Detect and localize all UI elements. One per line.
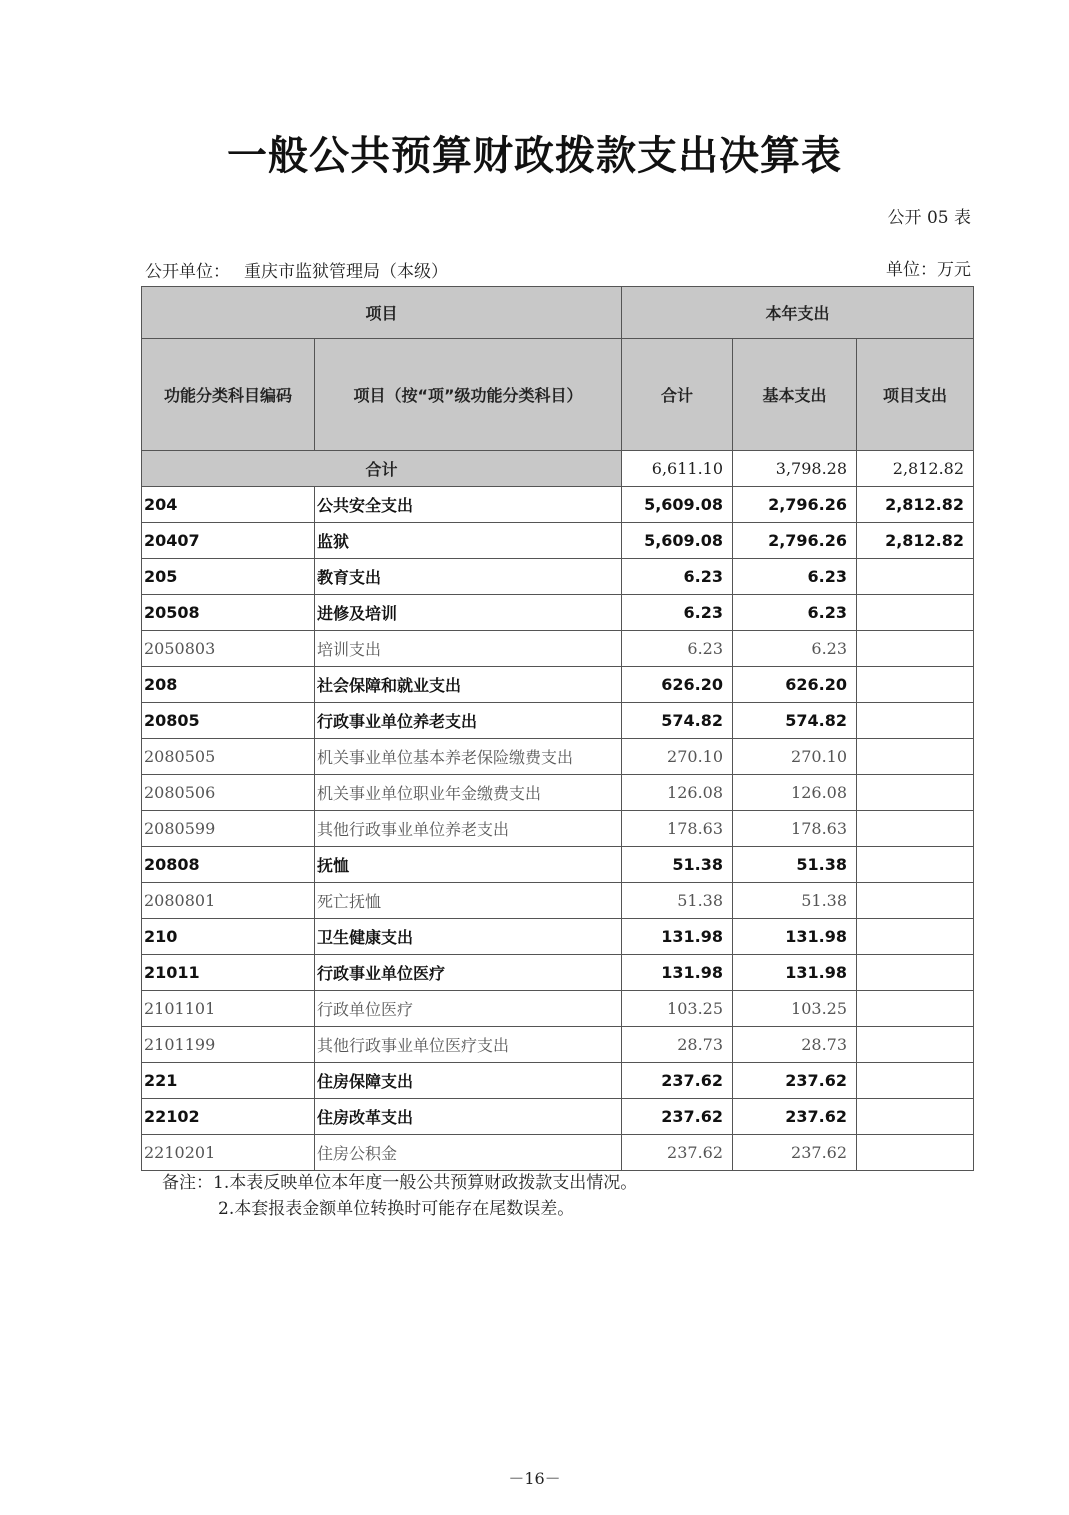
row-name: 住房保障支出 bbox=[315, 1063, 622, 1099]
row-name: 住房公积金 bbox=[315, 1135, 622, 1171]
row-name: 培训支出 bbox=[315, 631, 622, 667]
row-code: 2080505 bbox=[142, 739, 315, 775]
row-code: 208 bbox=[142, 667, 315, 703]
total-row bbox=[142, 451, 974, 487]
row-name: 社会保障和就业支出 bbox=[315, 667, 622, 703]
row-basic: 2,796.26 bbox=[733, 523, 857, 559]
row-project bbox=[857, 847, 974, 883]
row-basic: 237.62 bbox=[733, 1135, 857, 1171]
row-code: 210 bbox=[142, 919, 315, 955]
header-project-expenditure: 项目支出 bbox=[857, 339, 974, 451]
row-code: 20808 bbox=[142, 847, 315, 883]
row-project bbox=[857, 1063, 974, 1099]
row-name: 住房改革支出 bbox=[315, 1099, 622, 1135]
row-code: 2101199 bbox=[142, 1027, 315, 1063]
row-project bbox=[857, 559, 974, 595]
table-row bbox=[142, 523, 974, 559]
total-basic: 3,798.28 bbox=[733, 451, 857, 487]
header-item: 项目（按“项”级功能分类科目） bbox=[315, 339, 622, 451]
row-basic: 51.38 bbox=[733, 847, 857, 883]
row-code: 2210201 bbox=[142, 1135, 315, 1171]
row-total: 126.08 bbox=[622, 775, 733, 811]
reporting-unit bbox=[145, 257, 448, 282]
row-basic: 574.82 bbox=[733, 703, 857, 739]
header-total: 合计 bbox=[622, 339, 733, 451]
row-code: 221 bbox=[142, 1063, 315, 1099]
reporting-unit-label: 公开单位： bbox=[145, 262, 230, 282]
row-code: 20508 bbox=[142, 595, 315, 631]
row-basic: 126.08 bbox=[733, 775, 857, 811]
total-amount: 6,611.10 bbox=[622, 451, 733, 487]
row-project bbox=[857, 919, 974, 955]
header-row-2 bbox=[142, 339, 974, 451]
row-project bbox=[857, 703, 974, 739]
row-total: 51.38 bbox=[622, 883, 733, 919]
row-name: 监狱 bbox=[315, 523, 622, 559]
row-name: 卫生健康支出 bbox=[315, 919, 622, 955]
row-project: 2,812.82 bbox=[857, 523, 974, 559]
row-project bbox=[857, 1027, 974, 1063]
row-basic: 237.62 bbox=[733, 1099, 857, 1135]
row-code: 2101101 bbox=[142, 991, 315, 1027]
table-row bbox=[142, 847, 974, 883]
row-basic: 270.10 bbox=[733, 739, 857, 775]
row-total: 131.98 bbox=[622, 955, 733, 991]
row-total: 626.20 bbox=[622, 667, 733, 703]
row-total: 5,609.08 bbox=[622, 523, 733, 559]
row-total: 131.98 bbox=[622, 919, 733, 955]
row-total: 103.25 bbox=[622, 991, 733, 1027]
row-project bbox=[857, 1099, 974, 1135]
row-code: 2080506 bbox=[142, 775, 315, 811]
notes bbox=[162, 1170, 637, 1222]
total-label: 合计 bbox=[142, 451, 622, 487]
row-code: 21011 bbox=[142, 955, 315, 991]
table-row bbox=[142, 703, 974, 739]
total-project: 2,812.82 bbox=[857, 451, 974, 487]
row-project bbox=[857, 1135, 974, 1171]
table-row bbox=[142, 595, 974, 631]
header-current-year: 本年支出 bbox=[622, 287, 974, 339]
table-row bbox=[142, 955, 974, 991]
row-total: 237.62 bbox=[622, 1063, 733, 1099]
row-total: 237.62 bbox=[622, 1099, 733, 1135]
row-total: 237.62 bbox=[622, 1135, 733, 1171]
row-code: 20407 bbox=[142, 523, 315, 559]
row-project bbox=[857, 667, 974, 703]
row-basic: 51.38 bbox=[733, 883, 857, 919]
table-row bbox=[142, 559, 974, 595]
table-row bbox=[142, 883, 974, 919]
row-project bbox=[857, 775, 974, 811]
row-code: 2080599 bbox=[142, 811, 315, 847]
row-basic: 6.23 bbox=[733, 631, 857, 667]
row-code: 20805 bbox=[142, 703, 315, 739]
row-project bbox=[857, 739, 974, 775]
row-total: 270.10 bbox=[622, 739, 733, 775]
row-code: 204 bbox=[142, 487, 315, 523]
row-name: 行政事业单位养老支出 bbox=[315, 703, 622, 739]
row-name: 死亡抚恤 bbox=[315, 883, 622, 919]
row-project bbox=[857, 991, 974, 1027]
row-total: 6.23 bbox=[622, 559, 733, 595]
note-2: 2.本套报表金额单位转换时可能存在尾数误差。 bbox=[218, 1199, 575, 1219]
row-basic: 131.98 bbox=[733, 955, 857, 991]
row-basic: 131.98 bbox=[733, 919, 857, 955]
row-basic: 6.23 bbox=[733, 559, 857, 595]
row-basic: 626.20 bbox=[733, 667, 857, 703]
table-row bbox=[142, 1027, 974, 1063]
expenditure-table bbox=[141, 286, 974, 1171]
row-name: 教育支出 bbox=[315, 559, 622, 595]
row-name: 行政事业单位医疗 bbox=[315, 955, 622, 991]
page-number: －16－ bbox=[508, 1469, 561, 1488]
row-name: 机关事业单位职业年金缴费支出 bbox=[315, 775, 622, 811]
row-basic: 28.73 bbox=[733, 1027, 857, 1063]
table-row bbox=[142, 1099, 974, 1135]
row-total: 51.38 bbox=[622, 847, 733, 883]
form-number: 公开 05 表 bbox=[887, 208, 971, 228]
row-total: 574.82 bbox=[622, 703, 733, 739]
row-name: 行政单位医疗 bbox=[315, 991, 622, 1027]
table-row bbox=[142, 811, 974, 847]
page-title: 一般公共预算财政拨款支出决算表 bbox=[227, 133, 842, 179]
row-total: 5,609.08 bbox=[622, 487, 733, 523]
row-code: 2080801 bbox=[142, 883, 315, 919]
table-row bbox=[142, 919, 974, 955]
header-code: 功能分类科目编码 bbox=[142, 339, 315, 451]
row-name: 机关事业单位基本养老保险缴费支出 bbox=[315, 739, 622, 775]
table-row bbox=[142, 739, 974, 775]
table-row bbox=[142, 631, 974, 667]
row-code: 2050803 bbox=[142, 631, 315, 667]
row-total: 6.23 bbox=[622, 595, 733, 631]
row-total: 178.63 bbox=[622, 811, 733, 847]
row-name: 进修及培训 bbox=[315, 595, 622, 631]
table-row bbox=[142, 1135, 974, 1171]
row-project bbox=[857, 811, 974, 847]
table-row bbox=[142, 775, 974, 811]
row-total: 28.73 bbox=[622, 1027, 733, 1063]
row-name: 抚恤 bbox=[315, 847, 622, 883]
header-row-1 bbox=[142, 287, 974, 339]
row-name: 公共安全支出 bbox=[315, 487, 622, 523]
row-basic: 103.25 bbox=[733, 991, 857, 1027]
table-row bbox=[142, 667, 974, 703]
row-project bbox=[857, 631, 974, 667]
note-1: 备注：1.本表反映单位本年度一般公共预算财政拨款支出情况。 bbox=[162, 1173, 638, 1193]
row-name: 其他行政事业单位养老支出 bbox=[315, 811, 622, 847]
row-basic: 2,796.26 bbox=[733, 487, 857, 523]
table-row bbox=[142, 487, 974, 523]
row-project: 2,812.82 bbox=[857, 487, 974, 523]
table-row bbox=[142, 1063, 974, 1099]
row-project bbox=[857, 595, 974, 631]
row-code: 205 bbox=[142, 559, 315, 595]
row-total: 6.23 bbox=[622, 631, 733, 667]
row-project bbox=[857, 955, 974, 991]
row-basic: 6.23 bbox=[733, 595, 857, 631]
row-project bbox=[857, 883, 974, 919]
row-code: 22102 bbox=[142, 1099, 315, 1135]
header-basic: 基本支出 bbox=[733, 339, 857, 451]
header-project: 项目 bbox=[142, 287, 622, 339]
row-basic: 237.62 bbox=[733, 1063, 857, 1099]
money-unit: 单位：万元 bbox=[886, 260, 971, 280]
row-basic: 178.63 bbox=[733, 811, 857, 847]
table-row bbox=[142, 991, 974, 1027]
row-name: 其他行政事业单位医疗支出 bbox=[315, 1027, 622, 1063]
reporting-unit-name: 重庆市监狱管理局（本级） bbox=[244, 262, 448, 282]
